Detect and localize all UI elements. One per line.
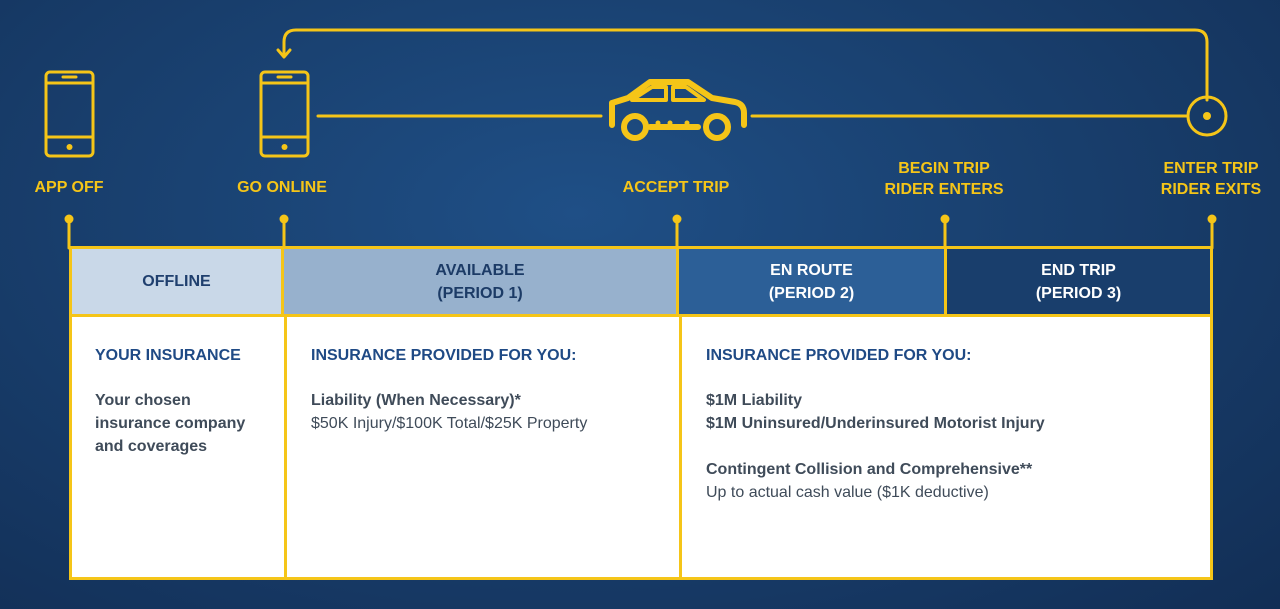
header-end-trip-label: END TRIP (PERIOD 3) [1035, 261, 1122, 302]
return-loop-line [284, 30, 1207, 100]
phone-icon [46, 72, 93, 156]
phone-icon [261, 72, 308, 156]
header-en-route [679, 249, 947, 317]
column-divider [679, 317, 682, 577]
en-route-cell-line2: $1M Uninsured/Underinsured Motorist Injury [706, 415, 1045, 432]
available-cell-line2: $50K Injury/$100K Total/$25K Property [311, 415, 588, 432]
header-offline [72, 249, 284, 317]
available-cell [311, 344, 671, 435]
insurance-table [69, 246, 1213, 580]
available-cell-title: INSURANCE PROVIDED FOR YOU: [311, 347, 577, 364]
en-route-cell-line4: Up to actual cash value ($1K deductive) [706, 484, 989, 501]
en-route-cell [706, 344, 1206, 504]
header-offline-label: OFFLINE [142, 273, 211, 290]
stage-label-begin-trip-line2: RIDER ENTERS [884, 181, 1004, 198]
en-route-cell-line1: $1M Liability [706, 392, 803, 409]
offline-cell [95, 344, 275, 458]
offline-cell-line1: Your chosen [95, 392, 191, 409]
column-divider [284, 317, 287, 577]
header-en-route-label: EN ROUTE (PERIOD 2) [768, 261, 855, 302]
en-route-cell-line3: Contingent Collision and Comprehensive** [706, 461, 1033, 478]
header-available [284, 249, 679, 317]
stage-label-enter-trip-line2: RIDER EXITS [1160, 181, 1262, 198]
header-end-trip [947, 249, 1210, 317]
stage-label-accept-trip: ACCEPT TRIP [622, 179, 730, 196]
stage-label-enter-trip [1161, 158, 1261, 200]
stage-label-begin-trip-line1: BEGIN TRIP [898, 160, 990, 177]
en-route-cell-title: INSURANCE PROVIDED FOR YOU: [706, 347, 972, 364]
offline-cell-title: YOUR INSURANCE [95, 347, 241, 364]
offline-cell-line3: and coverages [95, 438, 208, 455]
stage-label-begin-trip [884, 158, 1003, 200]
header-available-label: AVAILABLE (PERIOD 1) [435, 261, 525, 302]
stage-label-go-online: GO ONLINE [237, 179, 327, 196]
offline-cell-line2: insurance company [95, 415, 246, 432]
available-cell-line1: Liability (When Necessary)* [311, 392, 521, 409]
stage-label-enter-trip-line1: ENTER TRIP [1163, 160, 1259, 177]
stage-label-app-off: APP OFF [34, 179, 104, 196]
